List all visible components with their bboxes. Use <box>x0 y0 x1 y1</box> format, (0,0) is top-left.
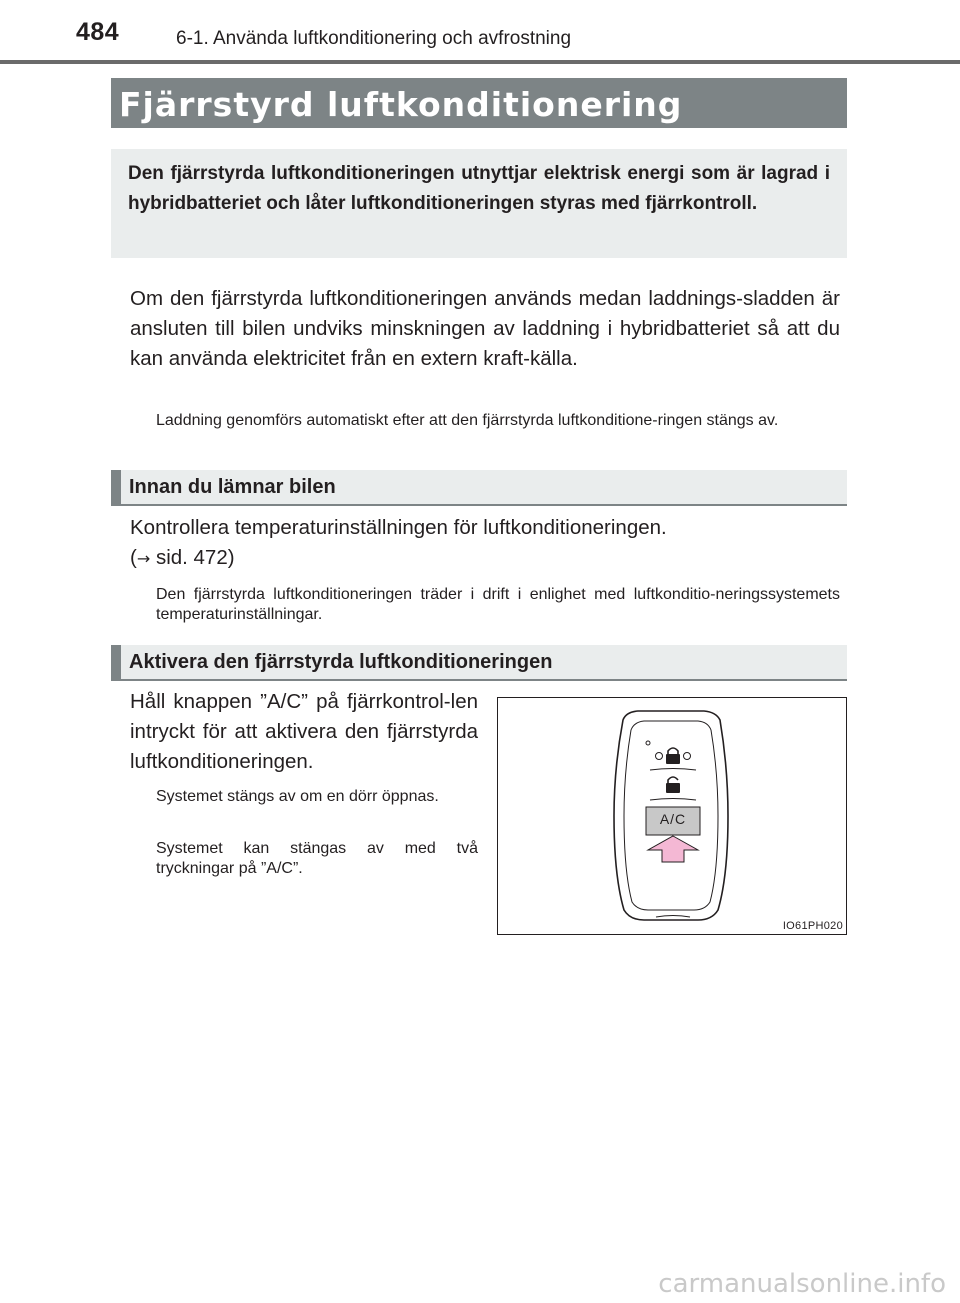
ac-button-label[interactable]: A/C <box>659 811 687 827</box>
intro-text: Den fjärrstyrda luftkonditioneringen utnyttjar elektrisk energi som är lagrad i hybridbatteriet och låter luftkonditioneringen styras med fjärrkontroll. <box>128 163 830 214</box>
heading-bar <box>111 645 121 679</box>
note-1: Laddning genomförs automatiskt efter att den fjärrstyrda luftkonditione-ringen stängs av. <box>156 412 779 429</box>
section-1-instruction: Kontrollera temperaturinställningen för luftkonditioneringen. <box>130 516 667 539</box>
watermark: carmanualsonline.info <box>658 1269 946 1299</box>
section-heading-before-leaving <box>111 470 847 506</box>
section-2-heading: Aktivera den fjärrstyrda luftkonditioneringen <box>129 651 553 673</box>
paragraph-1: Om den fjärrstyrda luftkonditioneringen används medan laddnings-sladden är ansluten till bilen undviks minskningen av laddning i hybridbatteriet så att du kan använda elektricitet från en extern kraft-källa. <box>130 287 840 370</box>
section-heading-activate <box>111 645 847 681</box>
remote-figure <box>497 697 847 935</box>
chapter-title: 6-1. Använda luftkonditionering och avfrostning <box>176 28 572 49</box>
arrow-right-icon: → <box>136 549 151 568</box>
title-band <box>111 78 847 128</box>
section-1-text <box>130 513 840 574</box>
section-1-heading: Innan du lämnar bilen <box>129 476 336 498</box>
section-2-note-1: Systemet stängs av om en dörr öppnas. <box>156 788 439 805</box>
intro-box <box>111 149 847 258</box>
unlock-icon <box>666 777 680 793</box>
section-2-note-2: Systemet kan stängas av med två tryckningar på ”A/C”. <box>156 840 478 877</box>
figure-id: IO61PH020 <box>782 920 843 932</box>
lock-icon <box>666 748 680 764</box>
page-reference[interactable]: sid. 472) <box>155 546 235 569</box>
page-number: 484 <box>76 18 120 46</box>
section-1-note: Den fjärrstyrda luftkonditioneringen träder i drift i enlighet med luftkonditio-neringssystemets temperaturinställningar. <box>156 586 840 623</box>
ref-open: ( <box>130 546 137 569</box>
section-2-text: Håll knappen ”A/C” på fjärrkontrol-len intryckt för att aktivera den fjärrstyrda luftkonditioneringen. <box>130 690 478 773</box>
page-title: Fjärrstyrd luftkonditionering <box>119 85 683 124</box>
header-rule <box>0 60 960 64</box>
heading-bar <box>111 470 121 504</box>
